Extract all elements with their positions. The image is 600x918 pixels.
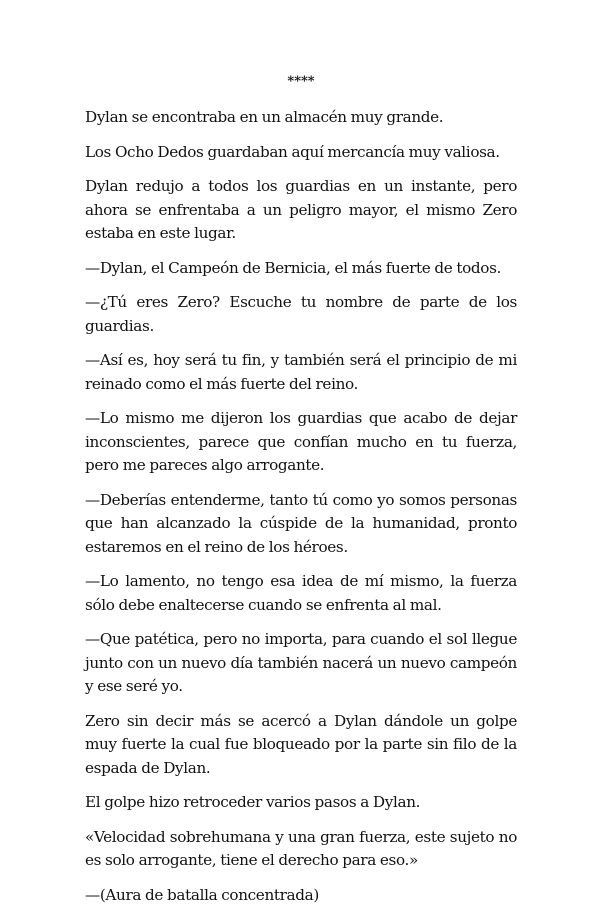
paragraph-11: Zero sin decir más se acercó a Dylan dándole un golpe muy fuerte la cual fue bloqueado por la parte sin filo de la espada de Dylan. <box>85 711 517 777</box>
paragraph-4: —Dylan, el Campeón de Bernicia, el más fuerte de todos. <box>85 258 502 277</box>
scene-separator: **** <box>287 74 315 89</box>
paragraph-12: El golpe hizo retroceder varios pasos a Dylan. <box>85 793 421 811</box>
paragraph-9: —Lo lamento, no tengo esa idea de mí mismo, la fuerza sólo debe enaltecerse cuando se enfrenta al mal. <box>85 572 517 614</box>
paragraph-6: —Así es, hoy será tu fin, y también será el principio de mi reinado como el más fuerte del reino. <box>85 351 517 393</box>
paragraph-1: Dylan se encontraba en un almacén muy grande. <box>85 108 444 126</box>
paragraph-7: —Lo mismo me dijeron los guardias que acabo de dejar inconscientes, parece que confían mucho en tu fuerza, pero me pareces algo arrogante. <box>85 409 517 474</box>
paragraph-14: —(Aura de batalla concentrada) <box>85 885 319 904</box>
paragraph-5: —¿Tú eres Zero? Escuche tu nombre de parte de los guardias. <box>85 293 517 335</box>
document-page <box>85 72 517 918</box>
paragraph-3: Dylan redujo a todos los guardias en un instante, pero ahora se enfrentaba a un peligro mayor, el mismo Zero estaba en este lugar. <box>85 177 517 242</box>
paragraph-8: —Deberías entenderme, tanto tú como yo somos personas que han alcanzado la cúspide de la humanidad, pronto estaremos en el reino de los héroes. <box>85 490 517 556</box>
paragraph-13: «Velocidad sobrehumana y una gran fuerza, este sujeto no es solo arrogante, tiene el derecho para eso.» <box>85 827 517 869</box>
paragraph-2: Los Ocho Dedos guardaban aquí mercancía muy valiosa. <box>85 142 500 161</box>
paragraph-10: —Que patética, pero no importa, para cuando el sol llegue junto con un nuevo día también nacerá un nuevo campeón y ese seré yo. <box>85 630 517 695</box>
